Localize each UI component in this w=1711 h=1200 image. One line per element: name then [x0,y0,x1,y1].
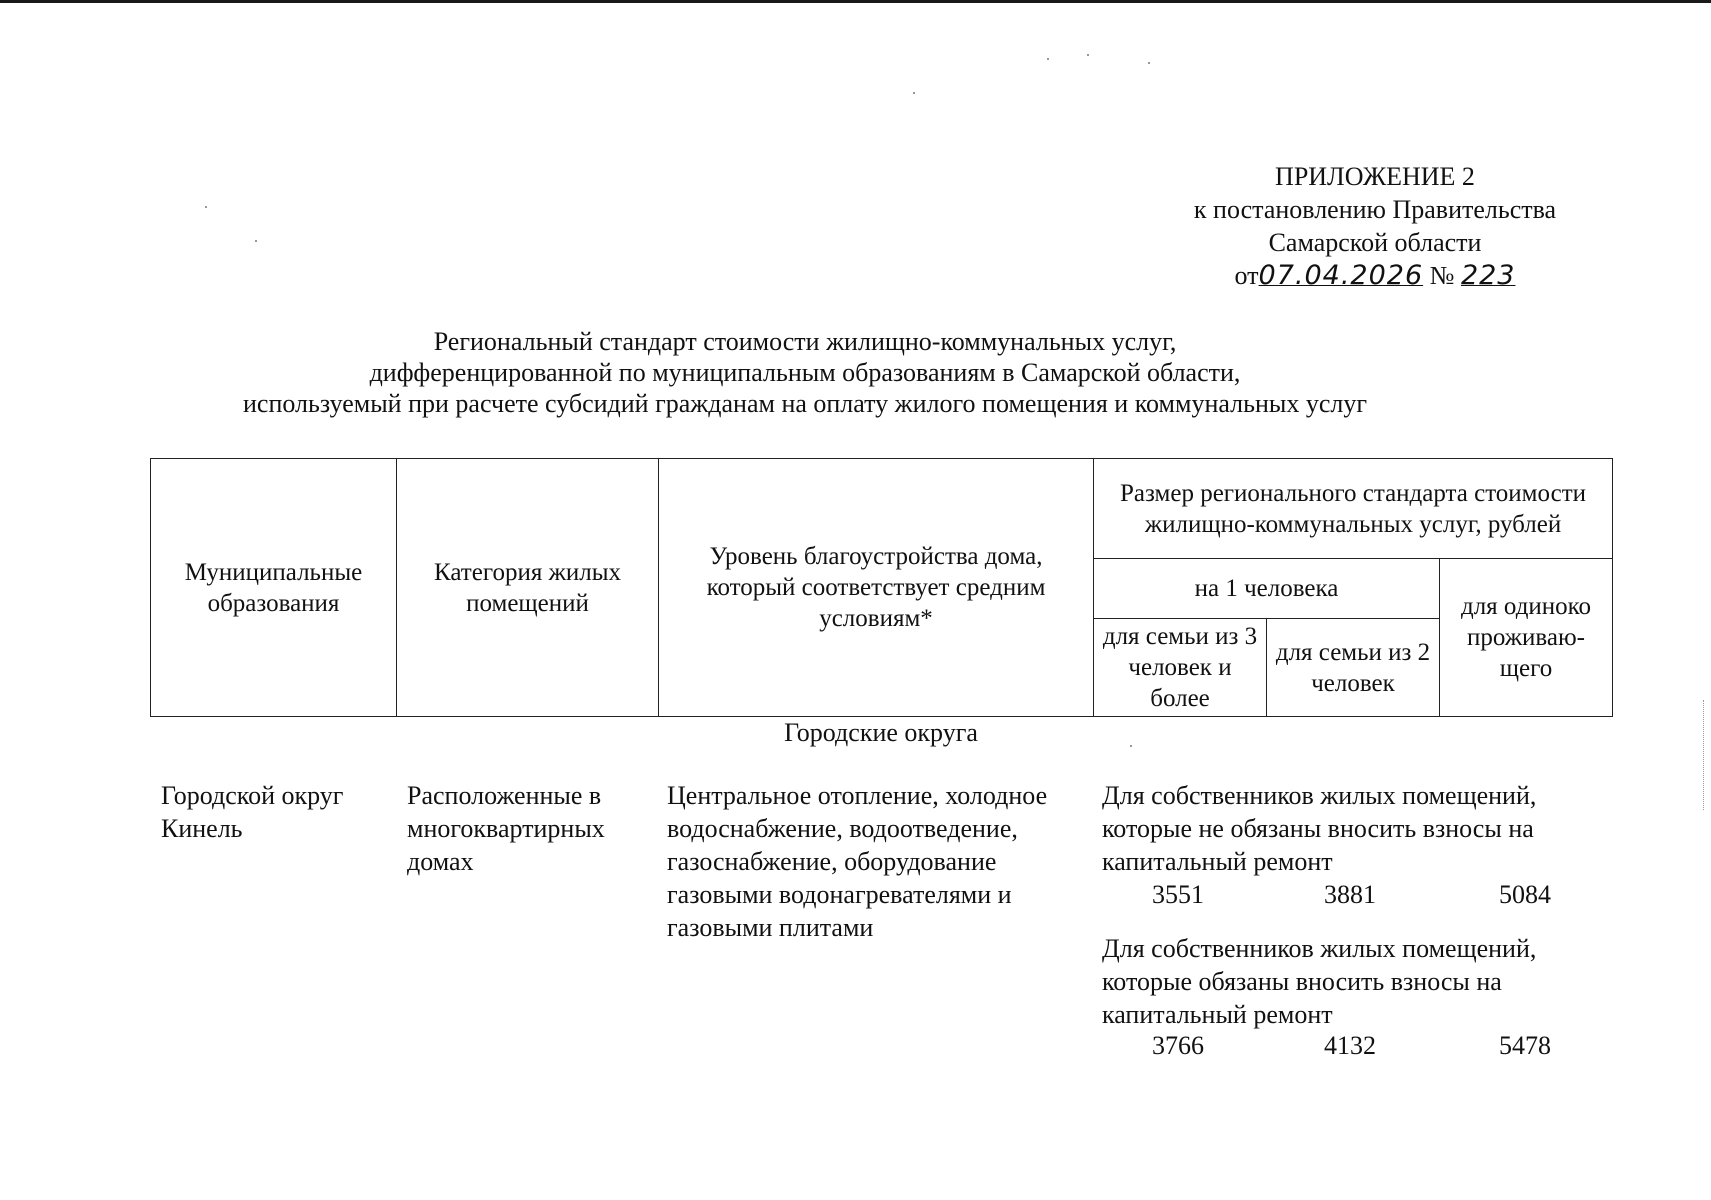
scan-speck [1148,62,1150,64]
group-note: Для собственников жилых помещений, которые не обязаны вносить взносы на капитальный ремонт [1102,781,1537,876]
value-family2: 4132 [1324,1031,1376,1060]
scan-speck [913,92,915,94]
header-single: для одиноко проживаю-щего [1440,559,1613,717]
from-label: от [1234,261,1259,290]
row-municipal: Городской округ Кинель [161,781,344,843]
scan-speck [255,240,257,242]
scan-speck [1087,54,1089,56]
title-line-3: используемый при расчете субсидий гражданам на оплату жилого помещения и коммунальных услуг [242,389,1368,418]
handwritten-number: 223 [1460,260,1516,291]
header-per-person: на 1 человека [1094,559,1440,619]
header-family2: для семьи из 2 человек [1267,619,1440,717]
title-line-2: дифференцированной по муниципальным образованиям в Самарской области, [369,358,1241,387]
header-size: Размер регионального стандарта стоимости жилищно-коммунальных услуг, рублей [1094,459,1613,559]
row-category: Расположенные в многоквартирных домах [407,781,605,876]
scan-top-border [0,0,1711,3]
section-title: Городские округа [784,718,978,747]
standard-table-header [150,458,1613,717]
value-family3: 3766 [1152,1031,1204,1060]
group-note: Для собственников жилых помещений, которые обязаны вносить взносы на капитальный ремонт [1102,934,1537,1029]
scan-edge-marks [1703,700,1705,810]
value-family2: 3881 [1324,880,1376,909]
number-label: № [1429,261,1455,290]
handwritten-date: 07.04.2026 [1258,260,1424,291]
appendix-header [1150,160,1600,292]
title-line-1: Региональный стандарт стоимости жилищно-коммунальных услуг, [433,327,1177,356]
appendix-region: Самарской области [1268,228,1482,257]
value-single: 5084 [1499,880,1551,909]
header-level: Уровень благоустройства дома, который соответствует средним условиям* [659,459,1094,717]
appendix-resolution: к постановлению Правительства [1193,195,1557,224]
header-municipal: Муниципальные образования [151,459,397,717]
row-level: Центральное отопление, холодное водоснабжение, водоотведение, газоснабжение, оборудование газовыми водонагревателями и газовыми плитами [667,781,1048,942]
appendix-date-number [1150,259,1600,292]
value-single: 5478 [1499,1031,1551,1060]
header-family3: для семьи из 3 человек и более [1094,619,1267,717]
scan-speck [1047,58,1049,60]
appendix-title: ПРИЛОЖЕНИЕ 2 [1275,162,1475,191]
header-category: Категория жилых помещений [397,459,659,717]
scan-speck [205,206,207,208]
value-family3: 3551 [1152,880,1204,909]
document-title [150,326,1460,419]
